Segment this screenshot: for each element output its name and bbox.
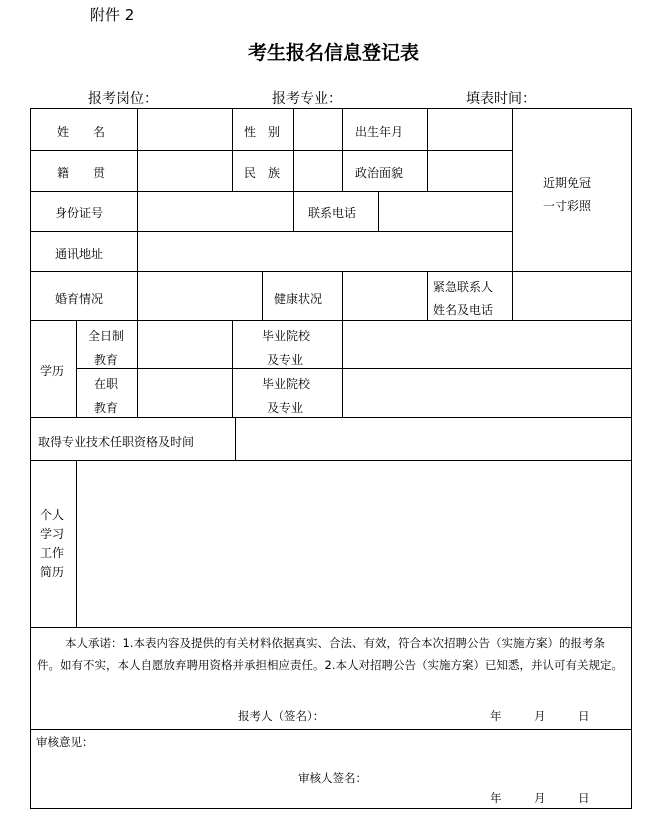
- page-title: 考生报名信息登记表: [247, 42, 419, 64]
- inservice-label-line1: 在职: [94, 377, 119, 391]
- grad-label-line1: 毕业院校: [262, 329, 311, 343]
- political-label: 政治面貌: [355, 166, 404, 180]
- name-label: 姓 名: [57, 125, 106, 139]
- address-label: 通讯地址: [55, 247, 104, 261]
- resume-label-2: 学习: [40, 527, 65, 541]
- inservice-label-line2: 教育: [94, 401, 119, 415]
- review-signer: 审核人签名：: [298, 771, 367, 785]
- education-label: 学历: [40, 364, 65, 378]
- photo-label-line2: 一寸彩照: [543, 199, 592, 213]
- fulltime-label-line1: 全日制: [88, 329, 125, 343]
- review-year: 年: [490, 791, 502, 805]
- post-label: 报考岗位：: [88, 91, 158, 107]
- gender-label: 性 别: [244, 125, 281, 139]
- grad-label-line2: 及专业: [267, 353, 304, 367]
- grad2-label-line2: 及专业: [267, 401, 304, 415]
- marital-label: 婚育情况: [55, 292, 104, 306]
- birth-label: 出生年月: [355, 125, 404, 139]
- review-month: 月: [534, 791, 546, 805]
- declaration-text: 本人承诺：1.本表内容及提供的有关材料依据真实、合法、有效，符合本次招聘公告（实施方案）的报考条件。如有不实，本人自愿放弃聘用资格并承担相应责任。2.本人对招聘公告（实施方案）已知悉，并认可有关规定。: [37, 636, 623, 672]
- grad2-label-line1: 毕业院校: [262, 377, 311, 391]
- declaration-day: 日: [578, 709, 590, 723]
- emergency-label-line2: 姓名及电话: [433, 303, 494, 317]
- major-label: 报考专业：: [272, 91, 342, 107]
- phone-label: 联系电话: [308, 206, 357, 220]
- declaration-signer: 报考人（签名）：: [238, 709, 325, 723]
- native-label: 籍 贯: [57, 166, 106, 180]
- ethnic-label: 民 族: [244, 166, 281, 180]
- fill-time-label: 填表时间：: [466, 91, 536, 107]
- qualification-label: 取得专业技术任职资格及时间: [38, 435, 195, 449]
- emergency-label-line1: 紧急联系人: [433, 280, 494, 294]
- health-label: 健康状况: [274, 292, 323, 306]
- review-day: 日: [578, 791, 590, 805]
- id-label: 身份证号: [55, 206, 104, 220]
- resume-label-4: 简历: [40, 565, 65, 579]
- resume-label-3: 工作: [40, 546, 65, 560]
- review-opinion-label: 审核意见：: [36, 735, 94, 749]
- declaration-year: 年: [490, 709, 502, 723]
- annex-label: 附件 2: [90, 6, 135, 24]
- resume-label-1: 个人: [40, 508, 65, 522]
- fulltime-label-line2: 教育: [94, 353, 119, 367]
- declaration-month: 月: [534, 709, 546, 723]
- photo-label-line1: 近期免冠: [543, 176, 592, 190]
